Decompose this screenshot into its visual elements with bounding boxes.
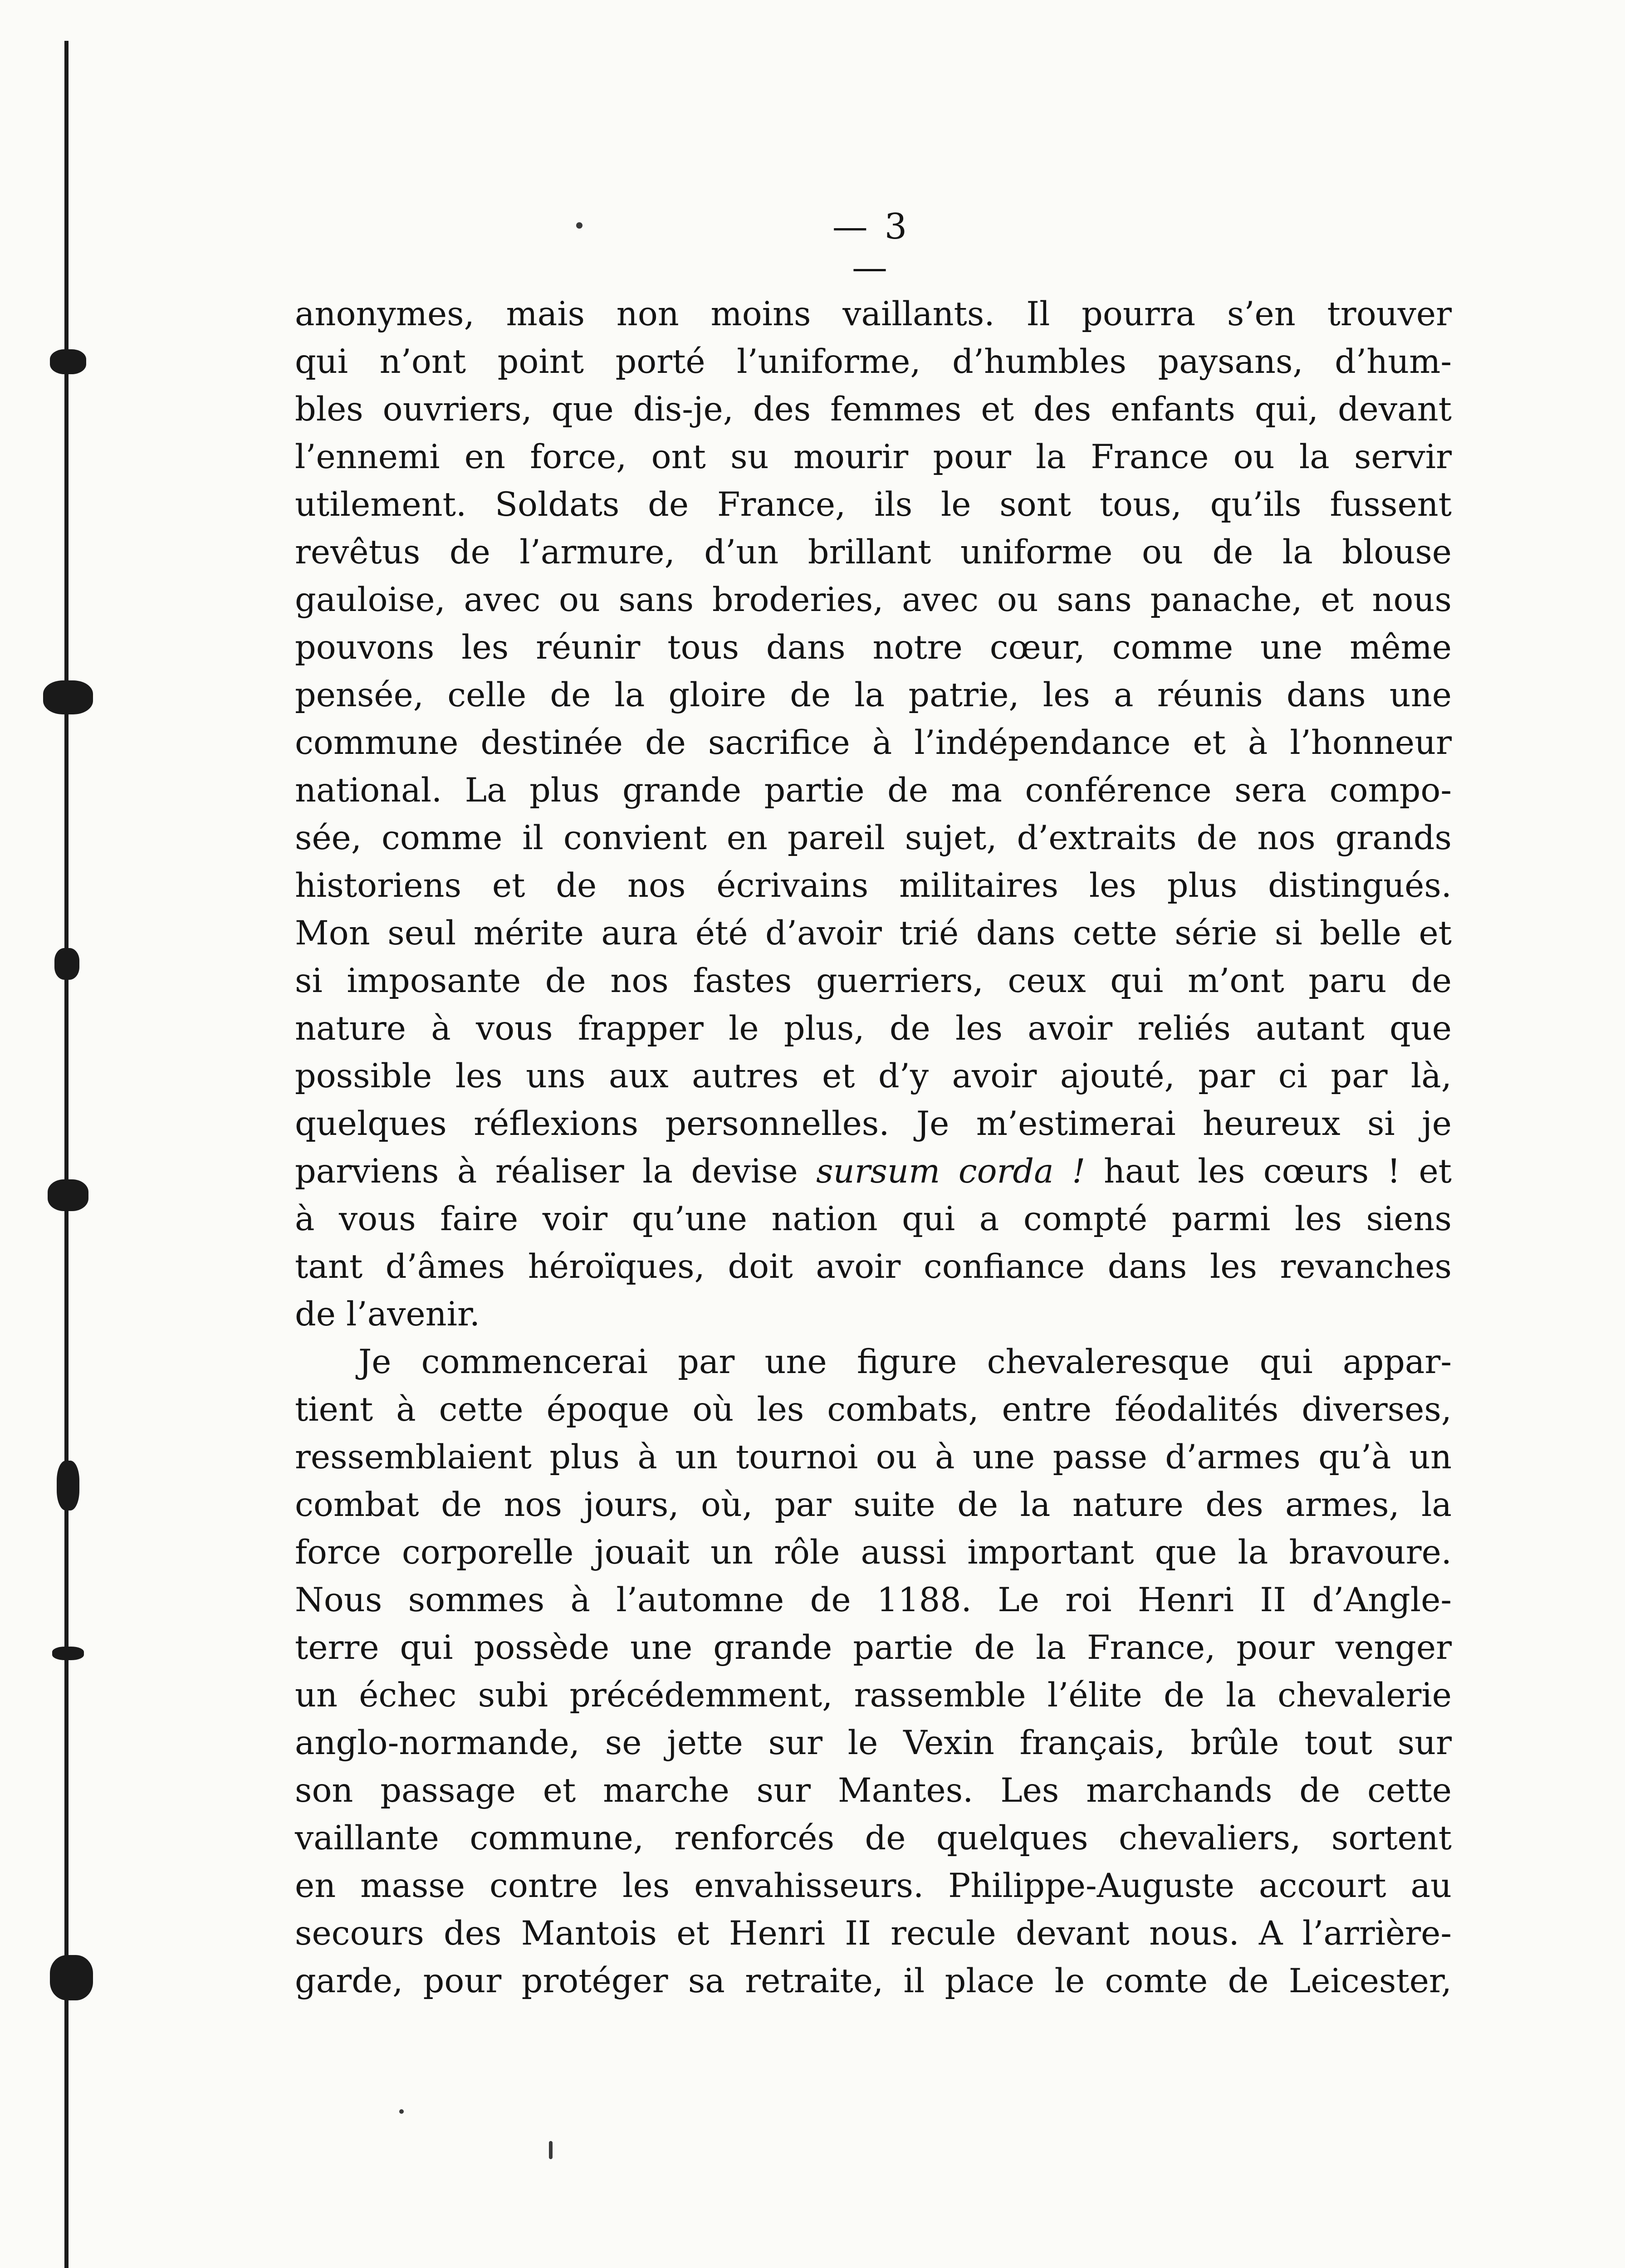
text-line: nature à vous frapper le plus, de les avoir reliés autant que bbox=[295, 1009, 1452, 1048]
paragraph-start-line: Je commencerai par une figure chevaleresque qui appar- bbox=[358, 1343, 1452, 1381]
binding-ink-blot bbox=[54, 948, 79, 980]
text-line: force corporelle jouait un rôle aussi important que la bravoure. bbox=[295, 1533, 1452, 1572]
text-line: vaillante commune, renforcés de quelques chevaliers, sortent bbox=[295, 1819, 1452, 1857]
text-line: commune destinée de sacrifice à l’indépendance et à l’honneur bbox=[295, 723, 1452, 762]
text-line: son passage et marche sur Mantes. Les marchands de cette bbox=[295, 1771, 1452, 1810]
text-line: historiens et de nos écrivains militaires les plus distingués. bbox=[295, 866, 1452, 905]
text-line: pouvons les réunir tous dans notre cœur, comme une même bbox=[295, 628, 1452, 667]
text-line: sée, comme il convient en pareil sujet, d’extraits de nos grands bbox=[295, 819, 1452, 857]
text-line: possible les uns aux autres et d’y avoir ajouté, par ci par là, bbox=[295, 1057, 1452, 1095]
text-line: Nous sommes à l’automne de 1188. Le roi Henri II d’Angle- bbox=[295, 1581, 1452, 1619]
binding-ink-blot bbox=[57, 1461, 79, 1510]
text-line: bles ouvriers, que dis-je, des femmes et des enfants qui, devant bbox=[295, 390, 1452, 429]
text-line: secours des Mantois et Henri II recule devant nous. A l’arrière- bbox=[295, 1914, 1452, 1953]
binding-ink-blot bbox=[48, 1179, 88, 1211]
text-line: anglo-normande, se jette sur le Vexin français, brûle tout sur bbox=[295, 1724, 1452, 1762]
text-line: combat de nos jours, où, par suite de la nature des armes, la bbox=[295, 1486, 1452, 1524]
text-line-with-motto bbox=[295, 1148, 1452, 1195]
text-line: tient à cette époque où les combats, entre féodalités diverses, bbox=[295, 1390, 1452, 1429]
text-line: si imposante de nos fastes guerriers, ceux qui m’ont paru de bbox=[295, 962, 1452, 1000]
scan-speck bbox=[576, 222, 582, 229]
text-line: quelques réflexions personnelles. Je m’estimerai heureux si je bbox=[295, 1105, 1452, 1143]
text-line: en masse contre les envahisseurs. Philippe-Auguste accourt au bbox=[295, 1867, 1452, 1905]
text-segment: haut les cœurs ! et bbox=[1085, 1152, 1452, 1191]
binding-ink-blot bbox=[52, 1647, 84, 1660]
text-line: à vous faire voir qu’une nation qui a compté parmi les siens bbox=[295, 1200, 1452, 1238]
paragraph-end-line: de l’avenir. bbox=[295, 1295, 480, 1334]
text-line: l’ennemi en force, ont su mourir pour la France ou la servir bbox=[295, 438, 1452, 476]
text-line: ressemblaient plus à un tournoi ou à une passe d’armes qu’à un bbox=[295, 1438, 1452, 1476]
text-line: tant d’âmes héroïques, doit avoir confiance dans les revanches bbox=[295, 1247, 1452, 1286]
text-line: national. La plus grande partie de ma conférence sera compo- bbox=[295, 771, 1452, 810]
text-line: gauloise, avec ou sans broderies, avec ou sans panache, et nous bbox=[295, 581, 1452, 619]
binding-ink-blot bbox=[50, 1955, 93, 2000]
text-line: anonymes, mais non moins vaillants. Il pourra s’en trouver bbox=[295, 295, 1452, 333]
text-line: revêtus de l’armure, d’un brillant uniforme ou de la blouse bbox=[295, 533, 1452, 572]
text-line: garde, pour protéger sa retraite, il place le comte de Leicester, bbox=[295, 1962, 1452, 2000]
body-text bbox=[295, 290, 1452, 2005]
text-line: terre qui possède une grande partie de la France, pour venger bbox=[295, 1628, 1452, 1667]
binding-ink-blot bbox=[43, 680, 93, 714]
text-line: qui n’ont point porté l’uniforme, d’humbles paysans, d’hum- bbox=[295, 342, 1452, 381]
page-number: — 3 — bbox=[832, 206, 910, 288]
text-segment: parviens à réaliser la devise bbox=[295, 1152, 817, 1191]
text-line: Mon seul mérite aura été d’avoir trié dans cette série si belle et bbox=[295, 914, 1452, 953]
text-line: utilement. Soldats de France, ils le sont tous, qu’ils fussent bbox=[295, 485, 1452, 524]
binding-edge-line bbox=[64, 41, 69, 2268]
scan-speck bbox=[549, 2141, 553, 2159]
binding-ink-blot bbox=[50, 349, 86, 374]
text-line: un échec subi précédemment, rassemble l’élite de la chevalerie bbox=[295, 1676, 1452, 1715]
motto-italic: sursum corda ! bbox=[816, 1152, 1086, 1191]
text-line: pensée, celle de la gloire de la patrie, les a réunis dans une bbox=[295, 676, 1452, 714]
scan-speck bbox=[399, 2109, 404, 2114]
